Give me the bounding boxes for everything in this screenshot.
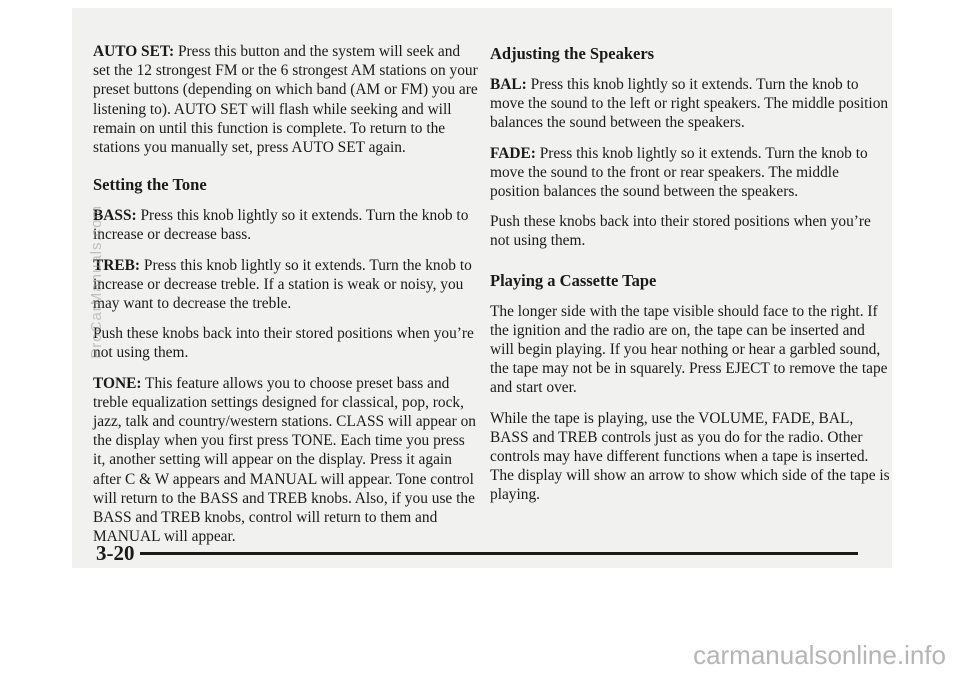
tone-term: TONE: [93, 374, 142, 392]
treb-paragraph [93, 256, 478, 314]
auto-set-term: AUTO SET: [93, 43, 175, 60]
bass-paragraph [93, 206, 478, 244]
auto-set-text: Press this button and the system will seek and set the 12 strongest FM or the 6 strongest AM stations on your preset buttons (depending on which band (AM or FM) you are listening to). AUTO SET will flash while seeking and will remain on until this function is complete. To return to the stations you manually set, press AUTO SET again. [93, 43, 478, 157]
right-column [490, 44, 890, 516]
footer-rule [140, 552, 858, 555]
side-watermark: ProCarManuals.com [88, 205, 105, 359]
setting-tone-heading: Setting the Tone [93, 175, 207, 195]
fade-term: FADE: [490, 144, 536, 162]
bass-term: BASS: [93, 207, 137, 225]
manual-page [72, 8, 892, 568]
tone-paragraph [93, 374, 478, 547]
push-knobs-paragraph-left: Push these knobs back into their stored positions when you’re not using them. [93, 325, 474, 362]
page-number: 3-20 [96, 541, 135, 565]
cassette-paragraph-2: While the tape is playing, use the VOLUME, FADE, BAL, BASS and TREB controls just as you do for the radio. Other controls may have different functions when a tape is inserted. The display will show an arrow to show which side of the tape is playing. [490, 409, 890, 504]
bal-paragraph [490, 75, 890, 133]
bottom-watermark: carmanualsonline.info [693, 640, 946, 670]
bal-text: Press this knob lightly so it extends. Turn the knob to move the sound to the left or right speakers. The middle position balances the sound between the speakers. [490, 76, 889, 132]
push-knobs-paragraph-right: Push these knobs back into their stored positions when you’re not using them. [490, 213, 871, 250]
fade-paragraph [490, 144, 890, 202]
auto-set-paragraph [93, 42, 478, 157]
left-column [93, 42, 478, 557]
treb-term: TREB: [93, 256, 141, 274]
bal-term: BAL: [490, 76, 527, 93]
treb-text: Press this knob lightly so it extends. Turn the knob to increase or decrease treble. If a station is weak or noisy, you may want to decrease the treble. [93, 256, 472, 313]
tone-text: This feature allows you to choose preset bass and treble equalization settings designed for classical, pop, rock, jazz, talk and country/western stations. CLASS will appear on the display when you first press TONE. Each time you press it, another setting will appear on the display. Press it again after C & W appears and MANUAL will appear. Tone control will return to the BASS and TREB knobs. Also, if you use the BASS and TREB knobs, control will return to them and MANUAL will appear. [93, 374, 476, 546]
bass-text: Press this knob lightly so it extends. Turn the knob to increase or decrease bass. [93, 207, 469, 244]
adjusting-speakers-heading: Adjusting the Speakers [490, 44, 655, 63]
fade-text: Press this knob lightly so it extends. Turn the knob to move the sound to the front or rear speakers. The middle position balances the sound between the speakers. [490, 144, 868, 201]
cassette-heading: Playing a Cassette Tape [490, 270, 657, 290]
cassette-paragraph-1: The longer side with the tape visible should face to the right. If the ignition and the radio are on, the tape can be inserted and will begin playing. If you hear nothing or hear a garbled sound, the tape may not be in squarely. Press EJECT to remove the tape and start over. [490, 302, 888, 397]
